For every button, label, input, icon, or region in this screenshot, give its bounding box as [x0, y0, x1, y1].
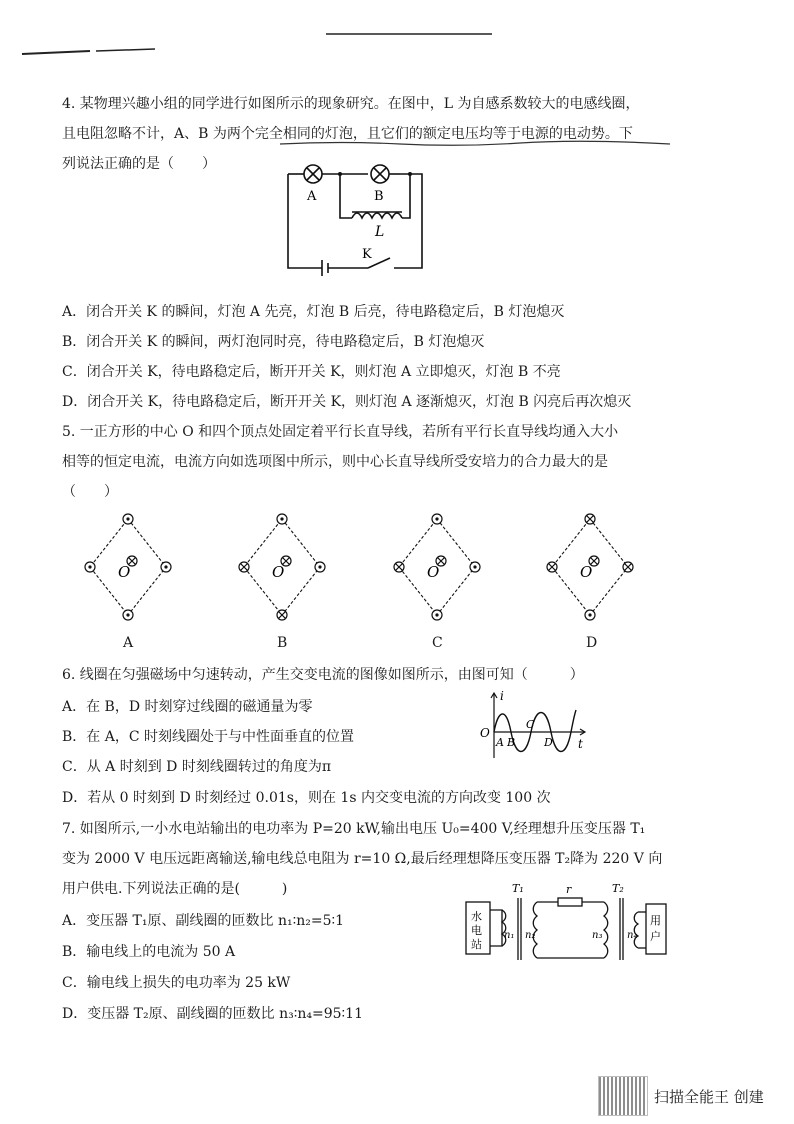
svg-text:n₁: n₁: [504, 930, 515, 941]
svg-text:O: O: [480, 726, 490, 740]
q7-transmission-diagram: [462, 880, 674, 972]
svg-text:n₂: n₂: [525, 930, 536, 941]
q5-label-d: D: [586, 635, 598, 651]
q4-option-c: C．闭合开关 K，待电路稳定后，断开开关 K，则灯泡 A 立即熄灭，灯泡 B 不亮: [62, 364, 561, 380]
q6-option-a: A．在 B，D 时刻穿过线圈的磁通量为零: [62, 699, 313, 715]
svg-text:户: 户: [650, 930, 661, 943]
q7-station-label-1: 水: [471, 910, 482, 923]
q6-current-graph: [474, 690, 594, 762]
q5-label-b: B: [277, 635, 288, 651]
q5-figure-c: [394, 514, 480, 620]
q7-option-a: A．变压器 T₁原、副线圈的匝数比 n₁∶n₂=5∶1: [62, 913, 345, 929]
q5-label-c: C: [432, 635, 443, 651]
q4-stem-line-1: 4. 某物理兴趣小组的同学进行如图所示的现象研究。在图中，L 为自感系数较大的电感线圈，: [62, 96, 640, 112]
q5-figure-b: [239, 514, 325, 620]
q5-figures: [60, 505, 740, 655]
q7-user-label-1: 用: [650, 914, 661, 927]
q4-option-d: D．闭合开关 K，待电路稳定后，断开开关 K，则灯泡 A 逐渐熄灭，灯泡 B 闪亮后再次熄灭: [62, 394, 632, 410]
q5-stem-line-3: （ ）: [62, 484, 118, 500]
svg-text:站: 站: [471, 938, 482, 951]
q4-underline: [280, 138, 700, 150]
q7-option-c: C．输电线上损失的电功率为 25 kW: [62, 975, 291, 991]
svg-text:n₃: n₃: [592, 930, 603, 941]
svg-text:A: A: [496, 736, 504, 749]
q4-stem-line-3: 列说法正确的是（ ）: [62, 156, 216, 172]
q5-figure-a: [85, 514, 171, 620]
q7-stem-line-2: 变为 2000 V 电压远距离输送,输电线总电阻为 r=10 Ω,最后经理想降压变压器 T₂降为 220 V 向: [62, 851, 663, 867]
svg-text:O: O: [272, 563, 285, 581]
svg-text:T₁: T₁: [512, 882, 524, 895]
svg-text:r: r: [566, 883, 572, 896]
qr-code-icon: [598, 1076, 648, 1116]
q5-stem-line-1: 5. 一正方形的中心 O 和四个顶点处固定着平行长直导线，若所有平行长直导线均通入大小: [62, 424, 619, 440]
svg-text:D: D: [544, 736, 553, 749]
svg-text:B: B: [507, 736, 516, 749]
q7-stem-line-3: 用户供电.下列说法正确的是( ): [62, 881, 288, 897]
q6-option-c: C．从 A 时刻到 D 时刻线圈转过的角度为π: [62, 759, 332, 775]
watermark-text: 扫描全能王 创建: [654, 1087, 764, 1106]
q4-coil-label: L: [375, 224, 385, 240]
q7-option-d: D．变压器 T₂原、副线圈的匝数比 n₃∶n₄=95∶11: [62, 1006, 363, 1022]
q7-stem-line-1: 7. 如图所示,一小水电站输出的电功率为 P=20 kW,输出电压 U₀=400 V,经理想升压变压器 T₁: [62, 821, 646, 837]
q4-option-b: B．闭合开关 K 的瞬间，两灯泡同时亮，待电路稳定后，B 灯泡熄灭: [62, 334, 485, 350]
svg-text:O: O: [118, 563, 131, 581]
q6-option-b: B．在 A，C 时刻线圈处于与中性面垂直的位置: [62, 729, 355, 745]
header-rules: [0, 0, 794, 70]
svg-text:t: t: [578, 737, 583, 751]
svg-text:C: C: [526, 718, 535, 731]
scanner-watermark: [598, 1076, 764, 1116]
svg-text:O: O: [427, 563, 440, 581]
q6-option-d: D．若从 0 时刻到 D 时刻经过 0.01s，则在 1s 内交变电流的方向改变 100 次: [62, 790, 551, 806]
q4-option-a: A．闭合开关 K 的瞬间，灯泡 A 先亮，灯泡 B 后亮，待电路稳定后，B 灯泡熄灭: [62, 304, 565, 320]
svg-text:T₂: T₂: [612, 882, 624, 895]
q4-circuit-diagram: [282, 160, 432, 276]
svg-text:n₄: n₄: [627, 930, 638, 941]
q7-option-b: B．输电线上的电流为 50 A: [62, 944, 236, 960]
q4-stem-line-2: 且电阻忽略不计，A、B 为两个完全相同的灯泡，且它们的额定电压均等于电源的电动势。下: [62, 126, 633, 142]
svg-text:i: i: [500, 690, 504, 703]
q6-stem: 6. 线圈在匀强磁场中匀速转动，产生交变电流的图像如图所示，由图可知（ ）: [62, 667, 584, 683]
q4-lamp-a-label: A: [307, 189, 317, 204]
q4-lamp-b-label: B: [374, 189, 384, 204]
q5-label-a: A: [123, 635, 134, 651]
q5-stem-line-2: 相等的恒定电流，电流方向如选项图中所示，则中心长直导线所受安培力的合力最大的是: [62, 454, 608, 470]
svg-text:电: 电: [471, 924, 482, 937]
q4-switch-label: K: [362, 247, 372, 262]
q5-figure-d: [547, 514, 633, 620]
svg-text:O: O: [580, 563, 593, 581]
